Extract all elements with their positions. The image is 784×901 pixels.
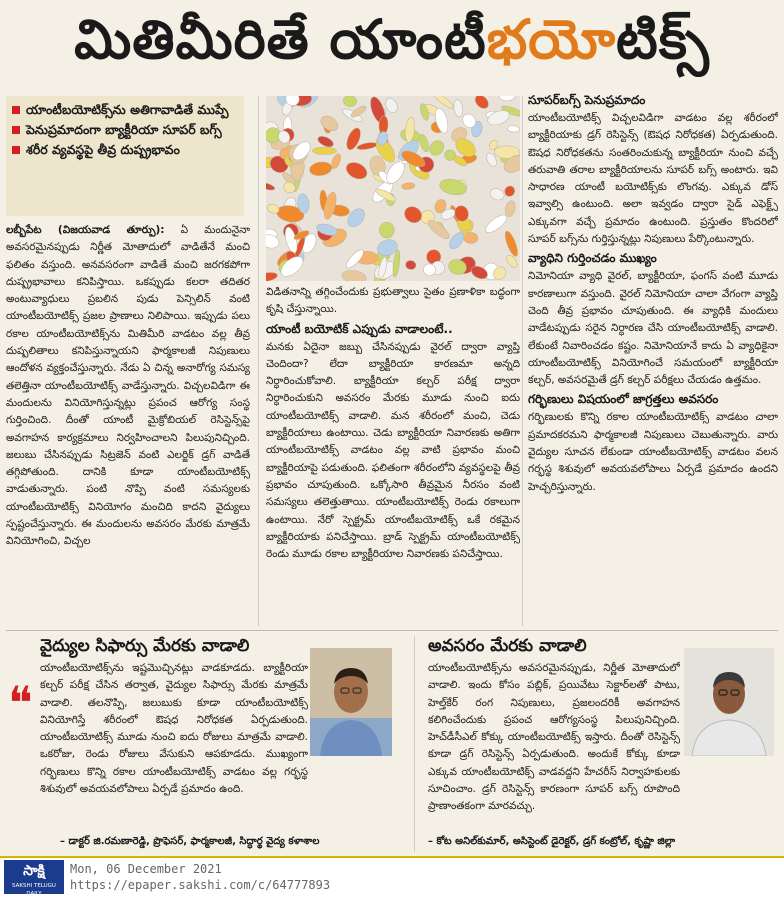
pill-shape: [453, 99, 464, 117]
column-2-subhead: యాంటీ బయోటిక్ ఎప్పుడు వాడాలంటే..: [266, 321, 453, 336]
pill-shape: [266, 181, 276, 192]
pill-shape: [266, 271, 278, 281]
headline-part1: మితిమీరితే యాంటీ: [74, 8, 487, 71]
quote-mark-icon: ❝: [8, 676, 33, 730]
pill-shape: [356, 141, 377, 150]
pill-shape: [344, 159, 370, 182]
dateline: లబ్బీపేట (విజయవాడ తూర్పు):: [6, 224, 165, 236]
pill-shape: [488, 187, 505, 202]
bullet-item: యాంటీబయోటిక్స్‌ను అతిగావాడితే ముప్పే: [12, 100, 238, 120]
quote-1-text: యాంటీబయోటిక్స్‌ను ఇష్టమొచ్చినట్లు వాడకూడదు. బ్యాక్టీరియా కల్చర్ పరీక్ష చేసిన తర్వాత, వైద్యుల సిఫార్సు మేరకు మాత్రమే వాడాలి. తలనొప్పి, జలుబుకు కూడా యాంటీబయోటిక్స్ వినియోగిస్తే శరీరంలో ఔషధ నిరోధకత ఏర్పడుతుంది. యాంటీబయోటిక్స్ మూడు నుంచి ఐదు రోజులు మాత్రమే వాడాలి. ఒకరోజు, రెండు రోజులు వేసుకుని ఆపకూడదు. ముఖ్యంగా గర్భిణులు కొన్ని రకాల యాంటీబయోటిక్స్ వాడటం వల్ల గర్భస్థ శిశువులో అవయవలోపాలు ఏర్పడే ప్రమాదం ఉంది.: [40, 662, 308, 796]
quote-2-signature: – కోట అనిల్‌కుమార్, అసిస్టెంట్ డైరెక్టర్, డ్రగ్ కంట్రోల్, కృష్ణా జిల్లా: [428, 836, 676, 847]
pill-shape: [383, 96, 399, 114]
logo-tag: SAKSHI TELUGU DAILY: [12, 883, 56, 897]
pill-shape: [503, 230, 520, 258]
pill-shape: [405, 260, 417, 271]
column-3: [528, 90, 778, 630]
quote-2-title: అవసరం మేరకు వాడాలి: [428, 636, 587, 656]
pill-shape: [379, 222, 395, 239]
pill-shape: [438, 177, 468, 197]
pill-shape: [343, 96, 358, 108]
section-divider: [6, 630, 778, 631]
person-icon: [684, 648, 774, 756]
logo-word: సాక్షి: [23, 863, 45, 879]
pill-shape: [483, 212, 509, 236]
bullet-box: [6, 96, 244, 216]
pill-shape: [427, 138, 447, 158]
pill-shape: [473, 96, 491, 111]
pill-shape: [266, 233, 280, 250]
doctor-photo: [310, 648, 392, 756]
quote-1-title: వైద్యుల సిఫార్సు మేరకు వాడాలి: [40, 636, 250, 656]
column-2: [266, 284, 520, 624]
pill-shape: [341, 269, 367, 281]
sakshi-logo: [4, 860, 64, 897]
pills-image: [266, 96, 520, 281]
bullet-item: పెనుప్రమాదంగా బ్యాక్టీరియా సూపర్ బగ్స్: [12, 120, 238, 140]
pills-photo: [266, 96, 520, 281]
quote-2-text: యాంటీబయోటిక్స్‌ను అవసరమైనప్పుడు, నిర్ణీత మోతాదులో వాడాలి. ఇందు కోసం పబ్లిక్, ప్రయివేటు సెక్టార్‌లతో పాటు, హెల్త్‌కేర్ రంగ నిపుణులు, ప్రజలందరికీ అవగాహన కలిగించేందుకు ప్రపంచ ఆరోగ్యసంస్థ పిలుపునిచ్చింది. హెచ్‌డీసీఎల్ కోక్కు యాంటీబయోటిక్స్ ఇస్తారు. దీంతో రెసిస్టెన్స్ కూడా డ్రగ్ రెసిస్టెన్స్ ఏర్పడుతుంది. అందుకే కోక్కు కూడా ఎక్కువ యాంటీబయోటిక్స్ వాడవద్దని హేచరీస్ నిర్వాహకులకు సూచించాం. డ్రగ్ రెసిస్టెన్స్ కారణంగా సూపర్ బగ్స్ రూపొంది ప్రాణాంతకంగా మారవచ్చు.: [428, 662, 680, 813]
superbugs-text: యాంటీబయోటిక్స్ విచ్చలవిడిగా వాడటం వల్ల శరీరంలో బ్యాక్టీరియాకు డ్రగ్ రెసిస్టెన్స్ (ఔషధ నిరోధకత) ఏర్పడుతుంది. ఔషధ నిరోధకతను సంతరించుకున్న బ్యాక్టీరియా నుంచి వచ్చే తరువాతి తరాల బ్యాక్టీరియాలను సూపర్ బగ్స్ అంటారు. ఇవి సాధారణ యాంటీ బయోటిక్స్‌కు లొంగవు. ఎక్కువ డోస్ ఇవ్వాల్సి ఉంటుంది. అలా ఇవ్వడం ద్వారా సైడ్ ఎఫెక్ట్స్ ఎక్కువగా వచ్చే ప్రమాదం ఉంటుంది. ప్రస్తుతం కొందరిలో సూపర్ బగ్స్‌ను గుర్తిస్తున్నట్లు నిపుణులు పేర్కొంటున్నారు.: [528, 112, 778, 246]
pill-shape: [309, 161, 333, 177]
bullet-item: శరీర వ్యవస్థపై తీవ్ర దుష్ప్రభావం: [12, 140, 238, 160]
pill-shape: [312, 147, 336, 154]
pill-shape: [401, 182, 415, 190]
pregnancy-subhead: గర్భిణులు విషయంలో జాగ్రత్తలు అవసరం: [528, 392, 719, 407]
photo-caption: విడితనాన్ని తగ్గించేందుకు ప్రభుత్వాలు సైతం ప్రణాళికా బద్ధంగా కృషి చేస్తున్నాయి.: [266, 286, 520, 316]
column-divider: [522, 96, 523, 626]
officer-photo: [684, 648, 774, 756]
superbugs-subhead: సూపర్‌బగ్స్ పెనుప్రమాదం: [528, 93, 646, 107]
diagnosis-text: నిమోనియా వ్యాధి వైరల్, బ్యాక్టీరియా, ఫంగస్ వంటి మూడు కారణాలుగా వస్తుంది. వైరల్ నిమోనియా చాలా వేగంగా వ్యాప్తి చెంది తీవ్ర ప్రభావం చూపుతుంది. ఈ వ్యాధికి మందులు వాడేటప్పుడు సరైన నిర్ధారణ చేసి యాంటీబయోటిక్స్ వాడాలి. లేకుంటే నివారించడం కష్టం. నిమోనియానే కాదు ఏ వ్యాధికైనా యాంటీబయోటిక్స్ వినియోగించే సమయంలో బ్యాక్టీరియా కల్చర్, అవసరమైతే డ్రగ్ కల్చర్ పరీక్షలు చేయడం ఉత్తమం.: [528, 270, 778, 387]
column-2-text: మనకు ఏదైనా జబ్బు చేసినప్పుడు వైరల్ ద్వారా వ్యాప్తి చెందిందా? లేదా బ్యాక్టీరియా కారణమా అన్నది నిర్ధారించుకోవాలి. బ్యాక్టీరియా కల్చర్ పరీక్ష ద్వారా నిర్ధారించుకుని అవసరం మేరకు మూడు నుంచి ఐదు యాంటీబయోటిక్స్ వాడాలి. మన శరీరంలో మంచి, చెడు బ్యాక్టీరియాలు ఉంటాయి. చెడు బ్యాక్టీరియా నివారణకు అతిగా యాంటీబయోటిక్స్ వాడటం వల్ల వాటి ప్రభావం మంచి బ్యాక్టీరియాపై పడుతుంది. ఫలితంగా శరీరంలోని వ్యవస్థలపై తీవ్ర ప్రభావం చూపుతుంది. ఒక్కోసారి తీవ్రమైన నీరసం వంటి సమస్యలు తలెత్తుతాయి. యాంటీబయోటిక్స్ రెండు రకాలుగా ఉంటాయి. నేరో స్పెక్ట్రమ్ యాంటీబయోటిక్స్ ఒకే రకమైన బ్యాక్టీరియాకు పనిచేస్తాయి. బ్రాడ్ స్పెక్ట్రమ్ యాంటీబయోటిక్స్ రెండు మూడు రకాల బ్యాక్టీరియాల నివారణకు పనిచేస్తాయి.: [266, 340, 520, 561]
footer-url[interactable]: https://epaper.sakshi.com/c/64777893: [70, 878, 331, 892]
headline-accent: భయో: [486, 8, 617, 71]
pill-shape: [426, 218, 452, 242]
pill-shape: [504, 200, 517, 218]
pregnancy-text: గర్భిణులకు కొన్ని రకాల యాంటీబయోటిక్స్ వాడటం చాలా ప్రమాదకరమని ఫార్మకాలజీ నిపుణులు చెబుతున్నారు. వారు వైద్యుల సూచన లేకుండా యాంటీబయోటిక్స్ వాడటం వలన గర్భస్థ శిశువులో అవయవలోపాలు ఏర్పడే ప్రమాదం ఉందని హెచ్చరిస్తున్నారు.: [528, 411, 778, 493]
pill-shape: [401, 203, 424, 225]
quote-1-signature: – డాక్టర్ జి.రమణారెడ్డి, ప్రొఫెసర్, ఫార్మకాలజీ, సిద్ధార్థ వైద్య కళాశాల: [60, 836, 320, 847]
column-1-text: ఏ మందునైనా అవసరమైనప్పుడు నిర్ణీత మోతాదులో వాడితేనే మంచి ఫలితం వస్తుంది. అనవసరంగా వాడితే మంచి జరగకపోగా దుష్ప్రభావాలు కనిపిస్తాయి. ఒకప్పుడు కలరా తదితర అంటువ్యాధులు ప్రబలిన పుడు పెన్సిలిన్ వంటి యాంటీబయోటిక్స్ ప్రజల ప్రాణాలు నిలిపాయి. ఇప్పుడు పలు రకాల యాంటీబయోటిక్స్‌ను మితిమీరి వాడటం వల్ల తీవ్ర దుష్పలితాలు కనిపిస్తున్నాయని ఫార్మకాలజీ నిపుణులు ఆందోళన వ్యక్తంచేస్తున్నారు. నేడు ఏ చిన్న అనారోగ్య సమస్య తలెత్తినా యాంటీబయోటిక్స్ వాడేస్తున్నారు. విచ్చలవిడిగా ఈ మందులను వినియోగిస్తున్నట్లు ప్రపంచ ఆరోగ్య సంస్థ గుర్తించింది. దీంతో యాంటీ మైక్రోబియల్ రెసిస్టెన్స్‌పై అవగాహన కార్యక్రమాలు నిర్వహించాలని పిలుపునిచ్చింది. జలుబు చేసినప్పుడు సిట్రజెన్ వంటి ఎలర్జిక్ డ్రగ్ వాడితే తగ్గిపోతుంది. దానికి కూడా యాంటీబయోటిక్స్ వాడుతున్నారు. పంటి నొప్పి వంటి సమస్యలకు యాంటీబయోటిక్స్ వినియోగం మంచిది కాదని వైద్యులు స్పష్టంచేస్తున్నారు. ఈ మందులను అవసరం మేరకు మాత్రమే వినియోగించి, విచ్చల: [6, 224, 250, 548]
pill-shape: [464, 232, 479, 243]
headline-part2: టిక్స్: [616, 8, 710, 71]
footer-date: Mon, 06 December 2021: [70, 862, 222, 876]
column-1: [6, 222, 250, 622]
pill-shape: [316, 134, 335, 149]
pill-shape: [499, 96, 515, 101]
diagnosis-subhead: వ్యాధిని గుర్తించడం ముఖ్యం: [528, 251, 657, 266]
headline: [0, 6, 784, 74]
pill-shape: [507, 125, 520, 132]
column-divider: [414, 636, 415, 852]
column-divider: [258, 96, 259, 626]
pill-shape: [503, 184, 517, 198]
person-icon: [310, 648, 392, 756]
